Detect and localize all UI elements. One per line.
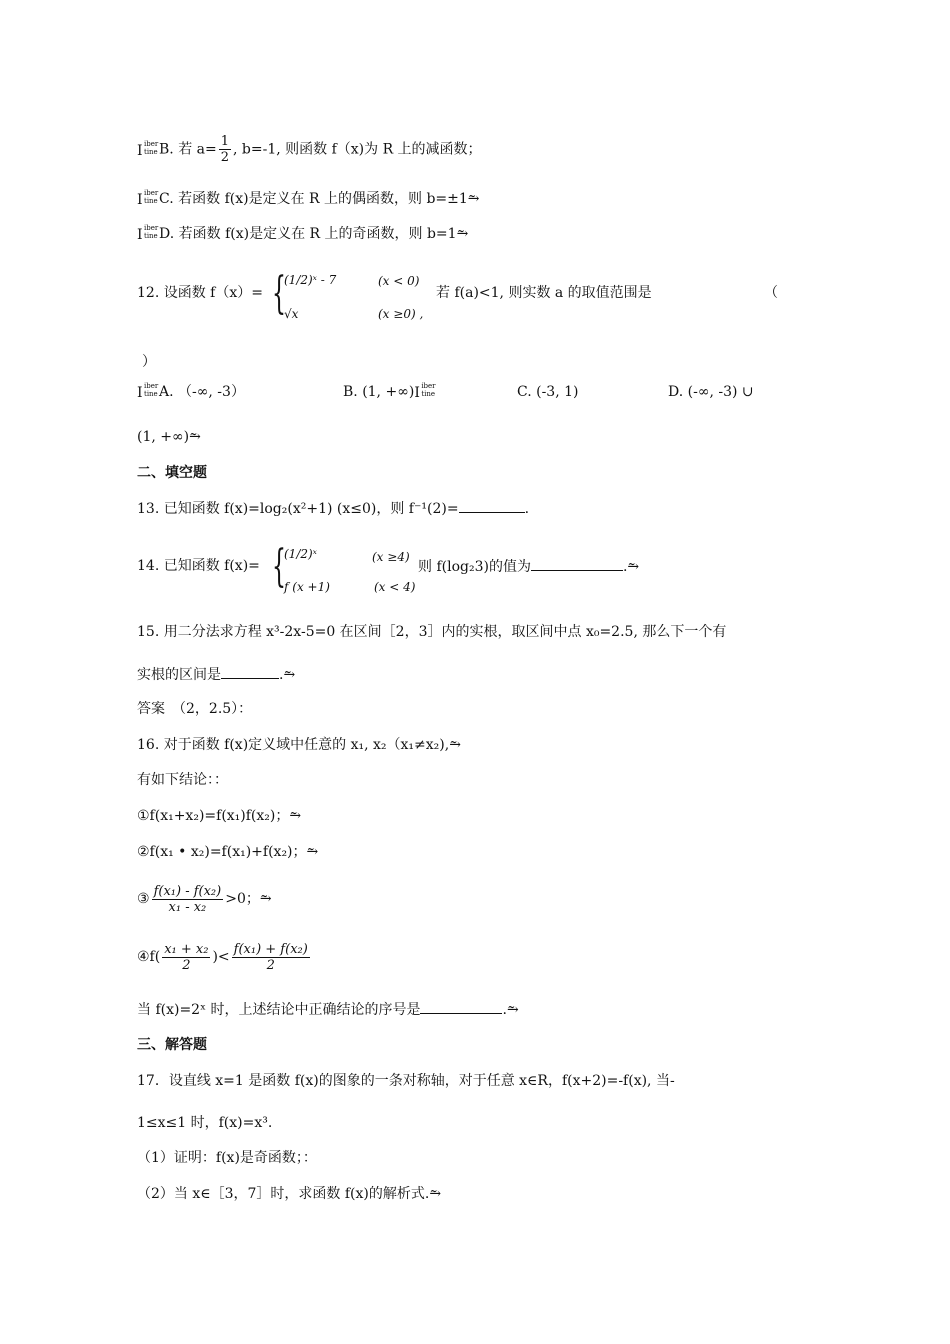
anchor-icon: ⥲ (259, 891, 272, 907)
anchor-icon: ⥲ (456, 226, 469, 242)
q17-line2: 1≤x≤1 时，f(x)=x³. (137, 1115, 273, 1131)
q12-option-b: B. (1, +∞) I iber tine (343, 382, 436, 401)
q12-paren-close: ） (142, 354, 156, 370)
anchor-icon: ⥲ (306, 844, 319, 860)
q16-conclusion-1: ①f(x₁+x₂)=f(x₁)f(x₂)；⥲ (137, 808, 302, 824)
q15-line1: 15. 用二分法求方程 x³-2x-5=0 在区间［2，3］内的实根，取区间中点 x₀=2.5, 那么下一个有 (137, 624, 727, 640)
q14-tail: 则 f(log₂3)的值为 .⥲ (418, 556, 639, 577)
section-solve: 三、解答题 (137, 1037, 207, 1053)
q12-option-d: D. (-∞, -3) ∪ (668, 384, 754, 400)
q12-option-d-cont: (1, +∞)⥲ (137, 429, 201, 445)
q12-case1: (1/2)ˣ - 7 (284, 273, 337, 287)
q17-line1: 17．设直线 x=1 是函数 f(x)的图象的一条对称轴，对于任意 x∈R，f(x+2)=-f(x), 当- (137, 1073, 675, 1089)
q12-lead: 12. 设函数 f（x）= (137, 285, 263, 301)
fraction: $\frac{1}{2}$ (220, 134, 229, 165)
q11-option-b (137, 134, 482, 165)
q15-line2: 实根的区间是 .⥲ (137, 664, 295, 685)
q12-case1-cond: (x < 0) (378, 274, 420, 288)
q17-part1: （1）证明：f(x)是奇函数；： (137, 1150, 317, 1166)
inline-marker: I iber tine (137, 189, 159, 208)
q12-tail: 若 f(a)<1, 则实数 a 的取值范围是 (436, 285, 652, 301)
q12-option-c: C. (-3, 1) (517, 384, 579, 400)
q11-b-pre: B. 若 a= (159, 141, 217, 158)
inline-marker: I iber tine (137, 224, 159, 243)
answer-blank (531, 556, 623, 571)
anchor-icon: ⥲ (289, 808, 302, 824)
q16-last: 当 f(x)=2ˣ 时，上述结论中正确结论的序号是 .⥲ (137, 999, 519, 1020)
anchor-icon: ⥲ (449, 737, 461, 753)
q12-case2: √x (284, 307, 299, 321)
q14-case2-cond: (x < 4) (374, 580, 416, 594)
fraction: $\frac{\text{f(x₁) - f(x₂)}}{\text{x₁ - x₂}}$ (153, 883, 222, 915)
anchor-icon: ⥲ (283, 667, 296, 683)
section-fill-blank: 二、填空题 (137, 465, 207, 481)
q14-case1: (1/2)ˣ (284, 547, 317, 561)
q11-option-d: I iber tine D. 若函数 f(x)是定义在 R 上的奇函数，则 b=1⥲ (137, 224, 469, 243)
fraction: $\frac{\text{f(x₁) + f(x₂)}}{2}$ (233, 941, 308, 973)
q12-option-a: I iber tine A. （-∞, -3） (137, 382, 245, 401)
q15-answer: 答案 （2，2.5）： (137, 701, 253, 717)
anchor-icon: ⥲ (506, 1002, 519, 1018)
q16-line2: 有如下结论：： (137, 772, 228, 788)
q12-case2-cond: (x ≥0) , (378, 307, 424, 321)
inline-marker: I iber tine (414, 382, 436, 401)
q16-conclusion-2: ②f(x₁ • x₂)=f(x₁)+f(x₂)；⥲ (137, 844, 319, 860)
inline-marker: I iber tine (137, 382, 159, 401)
q14-case1-cond: (x ≥4) (372, 550, 410, 564)
q13: 13. 已知函数 f(x)=log₂(x²+1) (x≤0)，则 f⁻¹(2)= . (137, 498, 529, 519)
anchor-icon: ⥲ (429, 1186, 442, 1202)
inline-marker: I iber tine (137, 139, 159, 159)
q16-conclusion-3: ③ $\frac{\text{f(x₁) - f(x₂)}}{\text{x₁ - x₂}}$ >0；⥲ (137, 880, 272, 918)
piecewise-brace: { (272, 541, 286, 592)
answer-blank (459, 498, 525, 513)
piecewise-brace: { (272, 268, 286, 319)
answer-blank (221, 664, 279, 679)
q12-paren-open: （ (764, 285, 778, 301)
anchor-icon: ⥲ (467, 191, 480, 207)
anchor-icon: ⥲ (627, 559, 640, 575)
q14-lead: 14. 已知函数 f(x)= (137, 558, 260, 574)
q17-part2: （2）当 x∈［3，7］时，求函数 f(x)的解析式.⥲ (137, 1186, 442, 1202)
answer-blank (420, 999, 502, 1014)
fraction: $\frac{\text{x₁ + x₂}}{2}$ (164, 941, 209, 973)
anchor-icon: ⥲ (189, 429, 201, 445)
q16-line1: 16. 对于函数 f(x)定义域中任意的 x₁, x₂（x₁≠x₂),⥲ (137, 737, 461, 753)
q11-option-c: I iber tine C. 若函数 f(x)是定义在 R 上的偶函数，则 b=±1⥲ (137, 189, 480, 208)
q14-case2: f (x +1) (284, 580, 330, 594)
q11-b-post: , b=-1, 则函数 f（x)为 R 上的减函数； (233, 141, 482, 158)
q16-conclusion-4: ④f( $\frac{\text{x₁ + x₂}}{2}$ )< $\frac{\text{f(x₁) + f(x₂)}}{2}$ (137, 941, 308, 973)
